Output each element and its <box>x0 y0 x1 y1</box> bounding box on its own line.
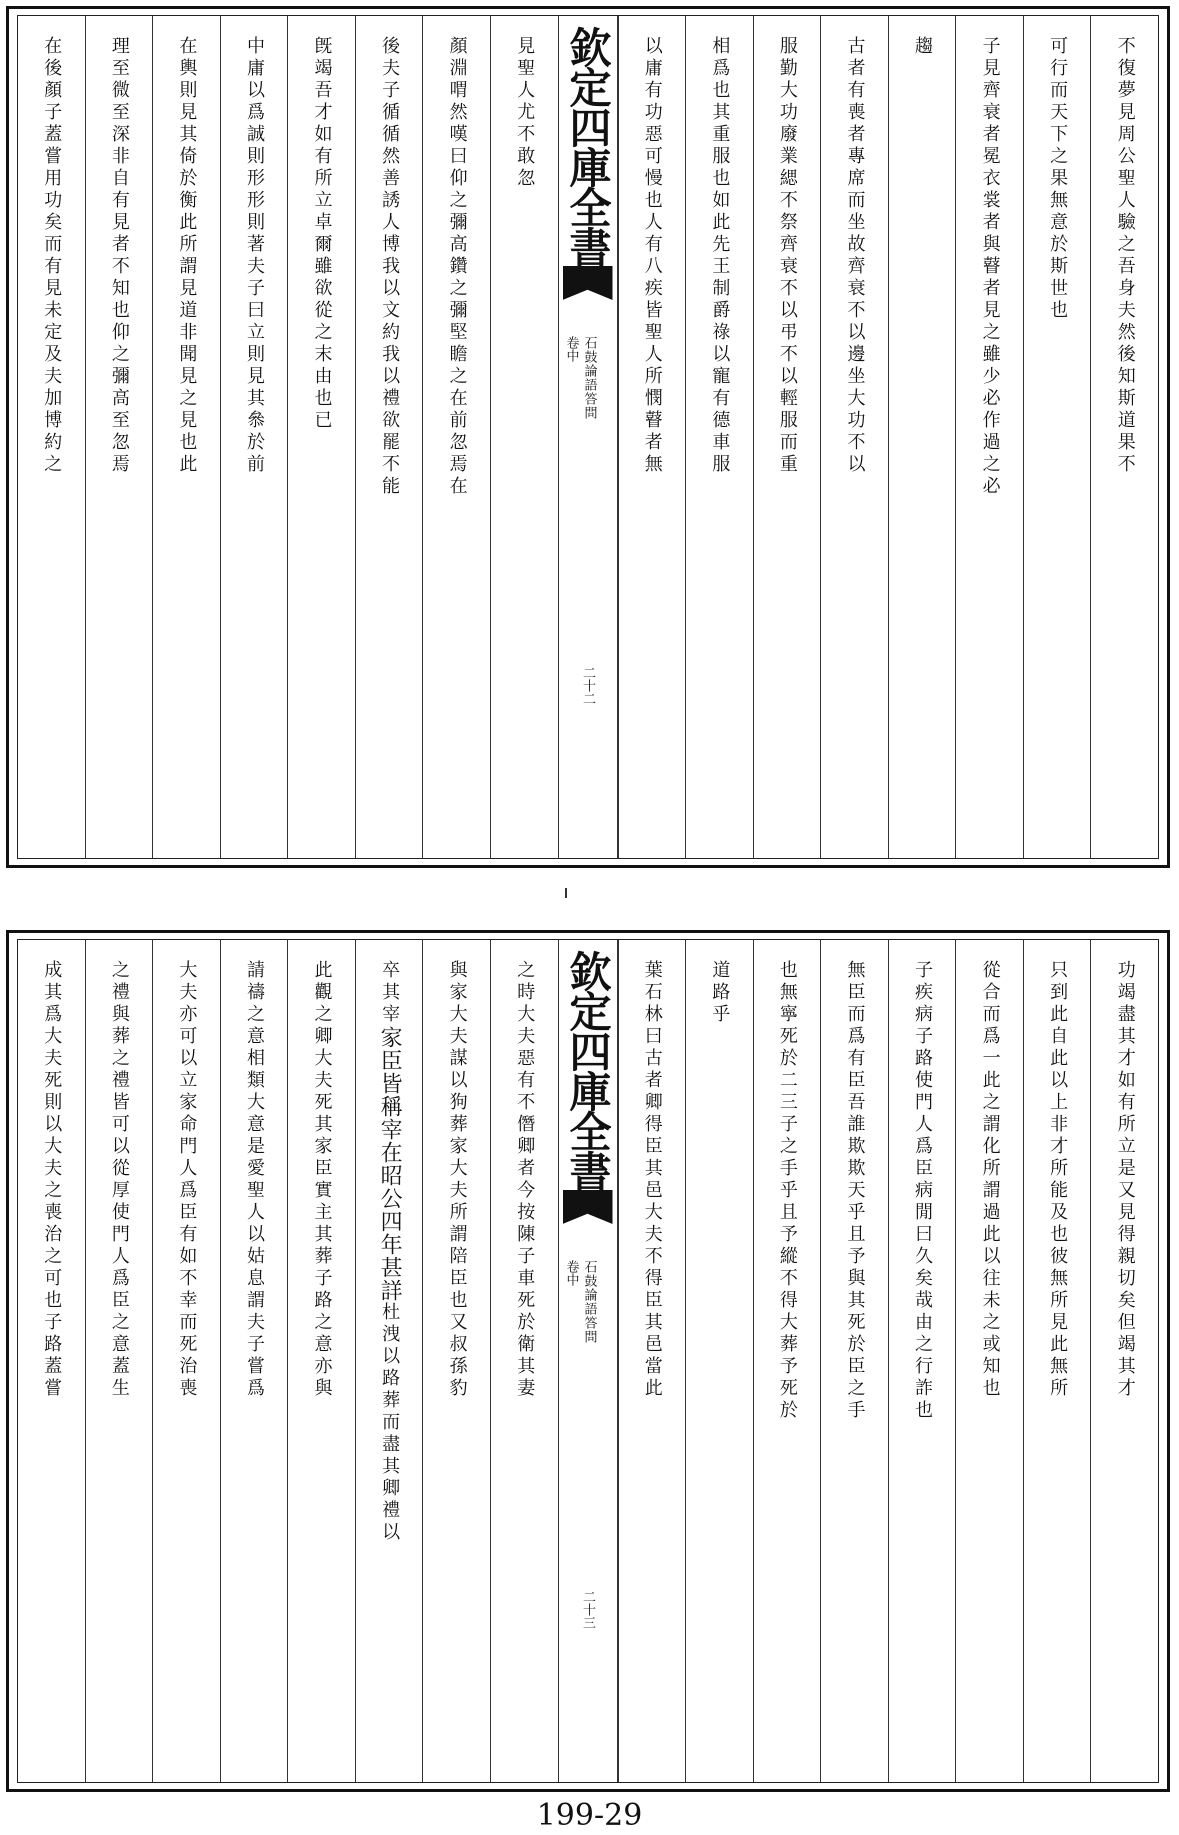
book-series-title: 欽定四庫全書 <box>563 950 613 1190</box>
text-column: 葉石林曰古者卿得臣其邑大夫不得臣其邑當此 <box>618 940 686 1782</box>
text-column: 成其爲大夫死則以大夫之喪治之可也子路蓋嘗 <box>41 960 63 1400</box>
inline-note: 家臣皆稱宰在昭公四年甚詳 <box>377 1026 403 1302</box>
volume-label: 卷中 <box>563 1260 579 1286</box>
text-column: 與家大夫謀以狗葬家大夫所謂陪臣也又叔孫豹 <box>422 940 490 1782</box>
page-margin-center <box>558 940 618 1782</box>
text-column: 服勤大功廢業緦不祭齊衰不以弔不以輕服而重 <box>753 16 821 858</box>
text-column: 從合而爲一此之謂化所謂過此以往未之或知也 <box>955 940 1023 1782</box>
book-series-title: 欽定四庫全書 <box>563 26 613 266</box>
text-column: 在後顏子蓋嘗用功矣而有見未定及夫加博約之 <box>41 36 63 476</box>
text-column: 趨 <box>888 16 956 858</box>
divider-tick <box>565 888 567 898</box>
text-column: 此觀之卿大夫死其家臣實主其葬子路之意亦與 <box>287 940 355 1782</box>
leaf-number: 二十二 <box>580 666 595 705</box>
text-column: 後夫子循循然善誘人博我以文約我以禮欲罷不能 <box>355 16 423 858</box>
book-title: 石鼓論語答問 <box>581 1260 597 1344</box>
text-column: 在輿則見其倚於衡此所謂見道非聞見之見也此 <box>152 16 220 858</box>
volume-label: 卷中 <box>563 336 579 362</box>
bottom-page-grid <box>17 939 1159 1783</box>
text-column: 古者有喪者專席而坐故齊衰不以邊坐大功不以 <box>820 16 888 858</box>
text-column: 只到此自此以上非才所能及也彼無所見此無所 <box>1023 940 1091 1782</box>
text-column: 功竭盡其才如有所立是又見得親切矣但竭其才 <box>1090 940 1158 1782</box>
text-column: 卒其宰家臣皆稱宰在昭公四年甚詳杜洩以路葬而盡其卿禮以 <box>355 940 423 1782</box>
text-column: 子見齊衰者冕衣裳者與瞽者見之雖少必作過之必 <box>955 16 1023 858</box>
text-column: 相爲也其重服也如此先王制爵祿以寵有德車服 <box>685 16 753 858</box>
fish-tail-mark-icon <box>563 1190 613 1224</box>
book-title: 石鼓論語答問 <box>581 336 597 420</box>
page-margin-center <box>558 16 618 858</box>
text-column: 可行而天下之果無意於斯世也 <box>1023 16 1091 858</box>
bottom-page <box>6 930 1170 1792</box>
text-column: 子疾病子路使門人爲臣病閒曰久矣哉由之行詐也 <box>888 940 956 1782</box>
text-column: 顏淵喟然嘆曰仰之彌高鑽之彌堅瞻之在前忽焉在 <box>422 16 490 858</box>
text-column: 之時大夫惡有不僭卿者今按陳子車死於衛其妻 <box>490 940 558 1782</box>
leaf-number: 二十三 <box>580 1590 595 1629</box>
text-column: 也無寧死於二三子之手乎且予縱不得大葬予死於 <box>753 940 821 1782</box>
text-column: 中庸以爲誠則形形則著夫子曰立則見其叅於前 <box>220 16 288 858</box>
text-column: 無臣而爲有臣吾誰欺欺天乎且予與其死於臣之手 <box>820 940 888 1782</box>
text-column: 旣竭吾才如有所立卓爾雖欲從之末由也已 <box>287 16 355 858</box>
text-column: 不復夢見周公聖人驗之吾身夫然後知斯道果不 <box>1090 16 1158 858</box>
top-page-grid <box>17 15 1159 859</box>
text-column: 請禱之意相類大意是愛聖人以姑息謂夫子嘗爲 <box>220 940 288 1782</box>
text-column: 理至微至深非自有見者不知也仰之彌高至忽焉 <box>85 16 153 858</box>
text-column: 以庸有功惡可慢也人有八疾皆聖人所憫瞽者無 <box>618 16 686 858</box>
page-number: 199-29 <box>536 1798 643 1833</box>
text-column: 見聖人尤不敢忽 <box>490 16 558 858</box>
text-column: 道路乎 <box>685 940 753 1782</box>
text-column: 大夫亦可以立家命門人爲臣有如不幸而死治喪 <box>152 940 220 1782</box>
top-page <box>6 6 1170 868</box>
fish-tail-mark-icon <box>563 266 613 300</box>
text-column: 之禮與葬之禮皆可以從厚使門人爲臣之意蓋生 <box>85 940 153 1782</box>
